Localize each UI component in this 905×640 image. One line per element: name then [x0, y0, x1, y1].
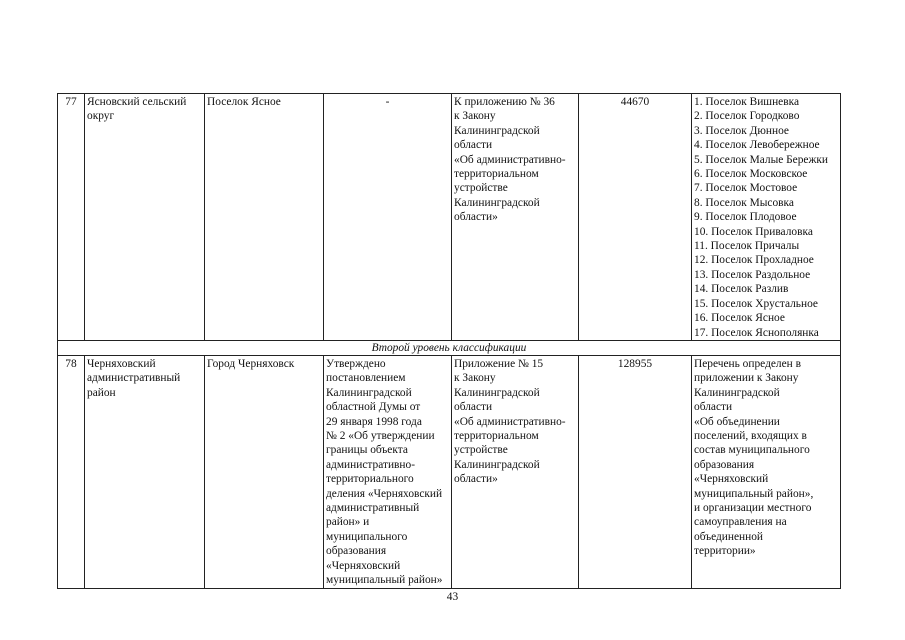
law-reference-line: области — [454, 139, 493, 152]
law-reference — [452, 94, 579, 341]
settlement-item: «Черняховский — [694, 473, 769, 486]
law-reference-line: Калининградской — [454, 386, 540, 399]
admin-center: Город Черняховск — [205, 356, 324, 589]
settlement-item: 11. Поселок Причалы — [694, 240, 800, 253]
settlement-item: 13. Поселок Раздольное — [694, 268, 811, 281]
classification-table — [57, 93, 841, 589]
approval-line: Калининградской — [326, 386, 412, 399]
settlement-item: «Об объединении — [694, 415, 780, 428]
law-reference-line: области» — [454, 473, 498, 486]
settlement-item: 12. Поселок Прохладное — [694, 254, 814, 267]
approval-line: № 2 «Об утверждении — [326, 430, 435, 443]
approval-line: Утверждено — [326, 358, 386, 370]
settlement-item: 5. Поселок Малые Бережки — [694, 153, 828, 166]
law-reference-line: устройстве — [454, 182, 508, 195]
approval-line: территориального — [326, 473, 414, 486]
approval-line: границы объекта — [326, 444, 408, 457]
settlement-item: 2. Поселок Городково — [694, 110, 800, 123]
law-reference-line: Приложение № 15 — [454, 358, 544, 370]
settlement-item: 9. Поселок Плодовое — [694, 211, 797, 224]
approval-line: образования — [326, 545, 387, 558]
settlement-item: поселений, входящих в — [694, 430, 807, 443]
okato-code: 128955 — [579, 356, 692, 589]
page-number: 43 — [446, 591, 459, 603]
settlement-item: Перечень определен в — [694, 358, 801, 370]
section-heading: Второй уровень классификации — [58, 341, 841, 356]
law-reference-line: Калининградской — [454, 196, 540, 209]
section-row — [58, 341, 841, 356]
settlement-item: 1. Поселок Вишневка — [694, 96, 800, 108]
approval-line: постановлением — [326, 372, 406, 385]
settlement-item: 15. Поселок Хрустальное — [694, 297, 818, 310]
row-number: 78 — [58, 356, 85, 589]
settlement-item: самоуправления на — [694, 516, 787, 529]
law-reference-line: К приложению № 36 — [454, 96, 555, 108]
approval-line: областной Думы от — [326, 401, 421, 414]
settlement-item: области — [694, 401, 733, 414]
unit-name: Ясновский сельский округ — [85, 94, 205, 341]
table-row — [58, 356, 841, 589]
settlement-item: 17. Поселок Яснополянка — [694, 326, 819, 339]
settlement-item: территории» — [694, 545, 756, 558]
okato-code: 44670 — [579, 94, 692, 341]
settlement-item: объединенной — [694, 530, 764, 543]
settlement-item: Калининградской — [694, 386, 780, 399]
approval-line: муниципальный район» — [326, 574, 443, 587]
approval-line: административно- — [326, 458, 416, 471]
law-reference — [452, 356, 579, 589]
row-number: 77 — [58, 94, 85, 341]
settlement-item: 10. Поселок Приваловка — [694, 225, 813, 238]
settlement-item: 8. Поселок Мысовка — [694, 196, 794, 209]
table-row — [58, 94, 841, 341]
settlement-item: образования — [694, 458, 755, 471]
law-reference-line: к Закону — [454, 110, 496, 123]
settlement-list — [692, 356, 841, 589]
approval-document: - — [324, 94, 452, 341]
law-reference-line: территориальном — [454, 168, 539, 181]
settlement-item: и организации местного — [694, 502, 812, 515]
unit-name: Черняховский административный район — [85, 356, 205, 589]
approval-line: административный — [326, 502, 420, 515]
approval-line: 29 января 1998 года — [326, 415, 422, 428]
settlement-item: муниципальный район», — [694, 487, 814, 500]
law-reference-line: области» — [454, 211, 498, 224]
settlement-item: 16. Поселок Ясное — [694, 312, 785, 325]
approval-line: «Черняховский — [326, 559, 401, 572]
settlement-item: 4. Поселок Левобережное — [694, 139, 820, 152]
law-reference-line: Калининградской — [454, 458, 540, 471]
approval-line: деления «Черняховский — [326, 487, 443, 500]
law-reference-line: к Закону — [454, 372, 496, 385]
admin-center: Поселок Ясное — [205, 94, 324, 341]
settlement-list — [692, 94, 841, 341]
law-reference-line: области — [454, 401, 493, 414]
law-reference-line: Калининградской — [454, 124, 540, 137]
approval-line: район» и — [326, 516, 370, 529]
approval-document — [324, 356, 452, 589]
settlement-item: 6. Поселок Московское — [694, 168, 808, 181]
law-reference-line: «Об административно- — [454, 415, 566, 428]
law-reference-line: устройстве — [454, 444, 508, 457]
settlement-item: приложении к Закону — [694, 372, 799, 385]
law-reference-line: территориальном — [454, 430, 539, 443]
approval-line: муниципального — [326, 530, 408, 543]
settlement-item: 14. Поселок Разлив — [694, 283, 789, 296]
settlement-item: 3. Поселок Дюнное — [694, 124, 789, 137]
settlement-item: состав муниципального — [694, 444, 810, 457]
settlement-item: 7. Поселок Мостовое — [694, 182, 798, 195]
law-reference-line: «Об административно- — [454, 153, 566, 166]
